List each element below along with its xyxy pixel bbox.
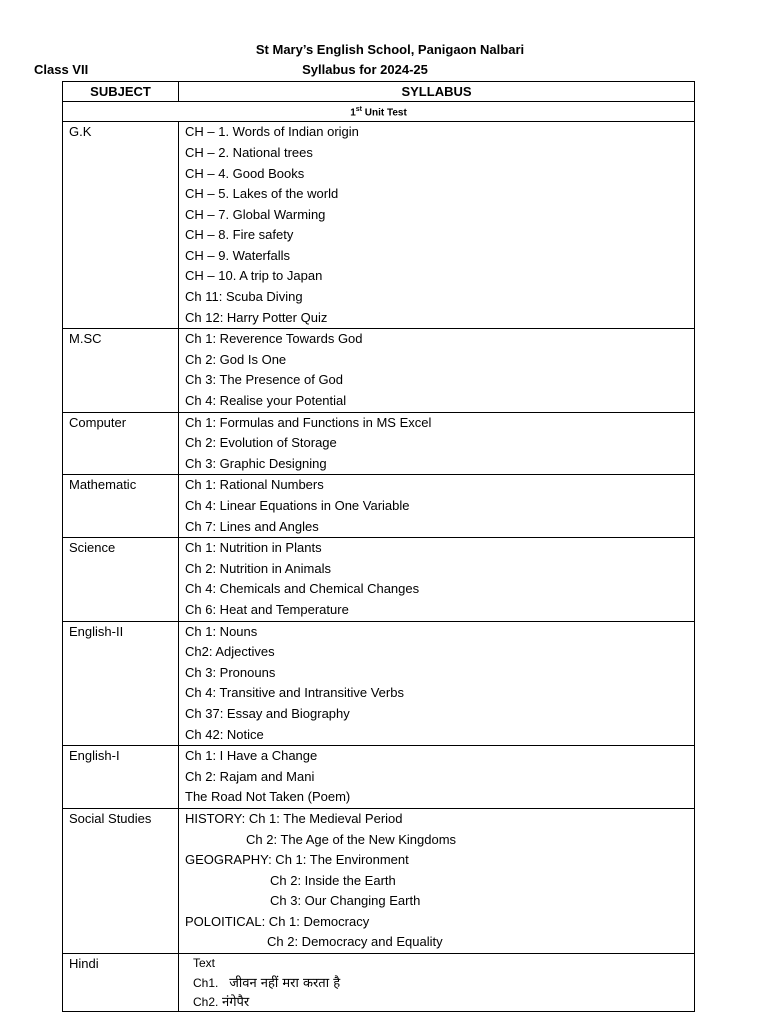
chapter-item: HISTORY: Ch 1: The Medieval Period [185, 810, 403, 826]
syllabus-column-header: SYLLABUS [179, 82, 695, 102]
class-label: Class VII [34, 62, 89, 77]
unit-test-ordinal: st [355, 106, 362, 113]
subject-column-header: SUBJECT [63, 82, 179, 102]
chapter-item: Ch 37: Essay and Biography [185, 705, 350, 721]
syllabus-cell [179, 954, 695, 1012]
chapter-item: Ch 4: Chemicals and Chemical Changes [185, 581, 420, 597]
chapter-item: Ch 3: Our Changing Earth [270, 893, 421, 909]
subject-name: M.SC [69, 331, 102, 347]
chapter-item: Ch 2: God Is One [185, 351, 287, 367]
chapter-item: CH – 10. A trip to Japan [185, 268, 323, 284]
chapter-item: The Road Not Taken (Poem) [185, 789, 351, 805]
syllabus-cell [179, 538, 695, 621]
chapter-item: Ch 1: I Have a Change [185, 748, 318, 764]
chapter-item: CH – 4. Good Books [185, 165, 305, 181]
chapter-item: Ch 2: Inside the Earth [270, 872, 396, 888]
unit-test-row [63, 102, 695, 122]
syllabus-table [62, 81, 695, 1012]
chapter-item: CH – 9. Waterfalls [185, 247, 290, 263]
chapter-item: Ch 2: Evolution of Storage [185, 435, 337, 451]
subject-name: Science [69, 540, 116, 556]
syllabus-cell [179, 746, 695, 809]
syllabus-cell [179, 329, 695, 412]
table-header-row [63, 82, 695, 102]
chapter-item: Ch 1: Rational Numbers [185, 477, 324, 493]
subject-cell [63, 621, 179, 746]
school-name: St Mary’s English School, Panigaon Nalbari [255, 42, 525, 57]
subject-name: Hindi [69, 956, 99, 972]
syllabus-cell [179, 122, 695, 329]
chapter-item: CH – 8. Fire safety [185, 227, 294, 243]
syllabus-cell [179, 808, 695, 953]
table-row [63, 954, 695, 1012]
subject-name: G.K [69, 124, 92, 140]
chapter-item: Ch 1: Reverence Towards God [185, 331, 363, 347]
chapter-item [192, 992, 688, 1011]
table-row [63, 621, 695, 746]
chapter-item: Ch 2: Democracy and Equality [267, 934, 443, 950]
chapter-item: CH – 1. Words of Indian origin [185, 124, 359, 140]
syllabus-cell [179, 621, 695, 746]
chapter-label: Ch2. [193, 995, 219, 1010]
chapter-item: Ch 1: Formulas and Functions in MS Excel [185, 414, 432, 430]
unit-test-number: 1 [350, 107, 356, 119]
chapter-item: Ch 1: Nouns [185, 623, 258, 639]
chapter-item: Ch 1: Nutrition in Plants [185, 540, 322, 556]
unit-test-label [63, 102, 695, 122]
chapter-item: CH – 7. Global Warming [185, 206, 326, 222]
chapter-item: Ch 3: The Presence of God [185, 372, 344, 388]
chapter-item: CH – 2. National trees [185, 144, 313, 160]
chapter-item: Ch 4: Linear Equations in One Variable [185, 498, 410, 514]
chapter-item: Ch 4: Transitive and Intransitive Verbs [185, 685, 404, 701]
subject-cell [63, 412, 179, 475]
chapter-label: Ch1. [193, 976, 219, 991]
table-row [63, 475, 695, 538]
chapter-item: Ch2: Adjectives [185, 644, 275, 660]
chapter-item: Ch 3: Pronouns [185, 664, 276, 680]
table-row [63, 329, 695, 412]
subject-cell [63, 122, 179, 329]
table-row [63, 122, 695, 329]
chapter-item: Ch 2: The Age of the New Kingdoms [246, 831, 457, 847]
subject-cell [63, 746, 179, 809]
chapter-title: नंगेपैर [221, 995, 250, 1011]
subject-cell [63, 329, 179, 412]
chapter-item: Ch 7: Lines and Angles [185, 518, 319, 534]
chapter-item: Ch 42: Notice [185, 726, 264, 742]
table-row [63, 412, 695, 475]
table-row [63, 746, 695, 809]
syllabus-cell [179, 475, 695, 538]
chapter-item: Ch 12: Harry Potter Quiz [185, 309, 328, 325]
chapter-item: GEOGRAPHY: Ch 1: The Environment [185, 852, 409, 868]
subject-name: English-II [69, 623, 124, 639]
subject-cell [63, 808, 179, 953]
subject-name: Mathematic [69, 477, 137, 493]
chapter-item: CH – 5. Lakes of the world [185, 186, 339, 202]
syllabus-cell [179, 412, 695, 475]
chapter-item: Ch 11: Scuba Diving [185, 289, 303, 305]
syllabus-title: Syllabus for 2024-25 [302, 62, 428, 77]
chapter-item: Ch 2: Rajam and Mani [185, 768, 315, 784]
chapter-item [192, 973, 688, 992]
unit-test-text: Unit Test [361, 107, 407, 119]
chapter-item: Ch 4: Realise your Potential [185, 393, 347, 409]
table-row [63, 538, 695, 621]
chapter-item: Ch 3: Graphic Designing [185, 455, 327, 471]
chapter-item: Ch 6: Heat and Temperature [185, 601, 349, 617]
subject-cell [63, 538, 179, 621]
hindi-text-label: Text [193, 956, 216, 971]
subject-name: English-I [69, 748, 120, 764]
chapter-item: Ch 2: Nutrition in Animals [185, 560, 331, 576]
table-row [63, 808, 695, 953]
subject-cell [63, 475, 179, 538]
subject-name: Social Studies [69, 810, 152, 826]
subject-name: Computer [69, 414, 127, 430]
chapter-item: POLOITICAL: Ch 1: Democracy [185, 913, 370, 929]
subject-cell [63, 954, 179, 1012]
chapter-title: जीवन नहीं मरा करता है [229, 976, 341, 992]
